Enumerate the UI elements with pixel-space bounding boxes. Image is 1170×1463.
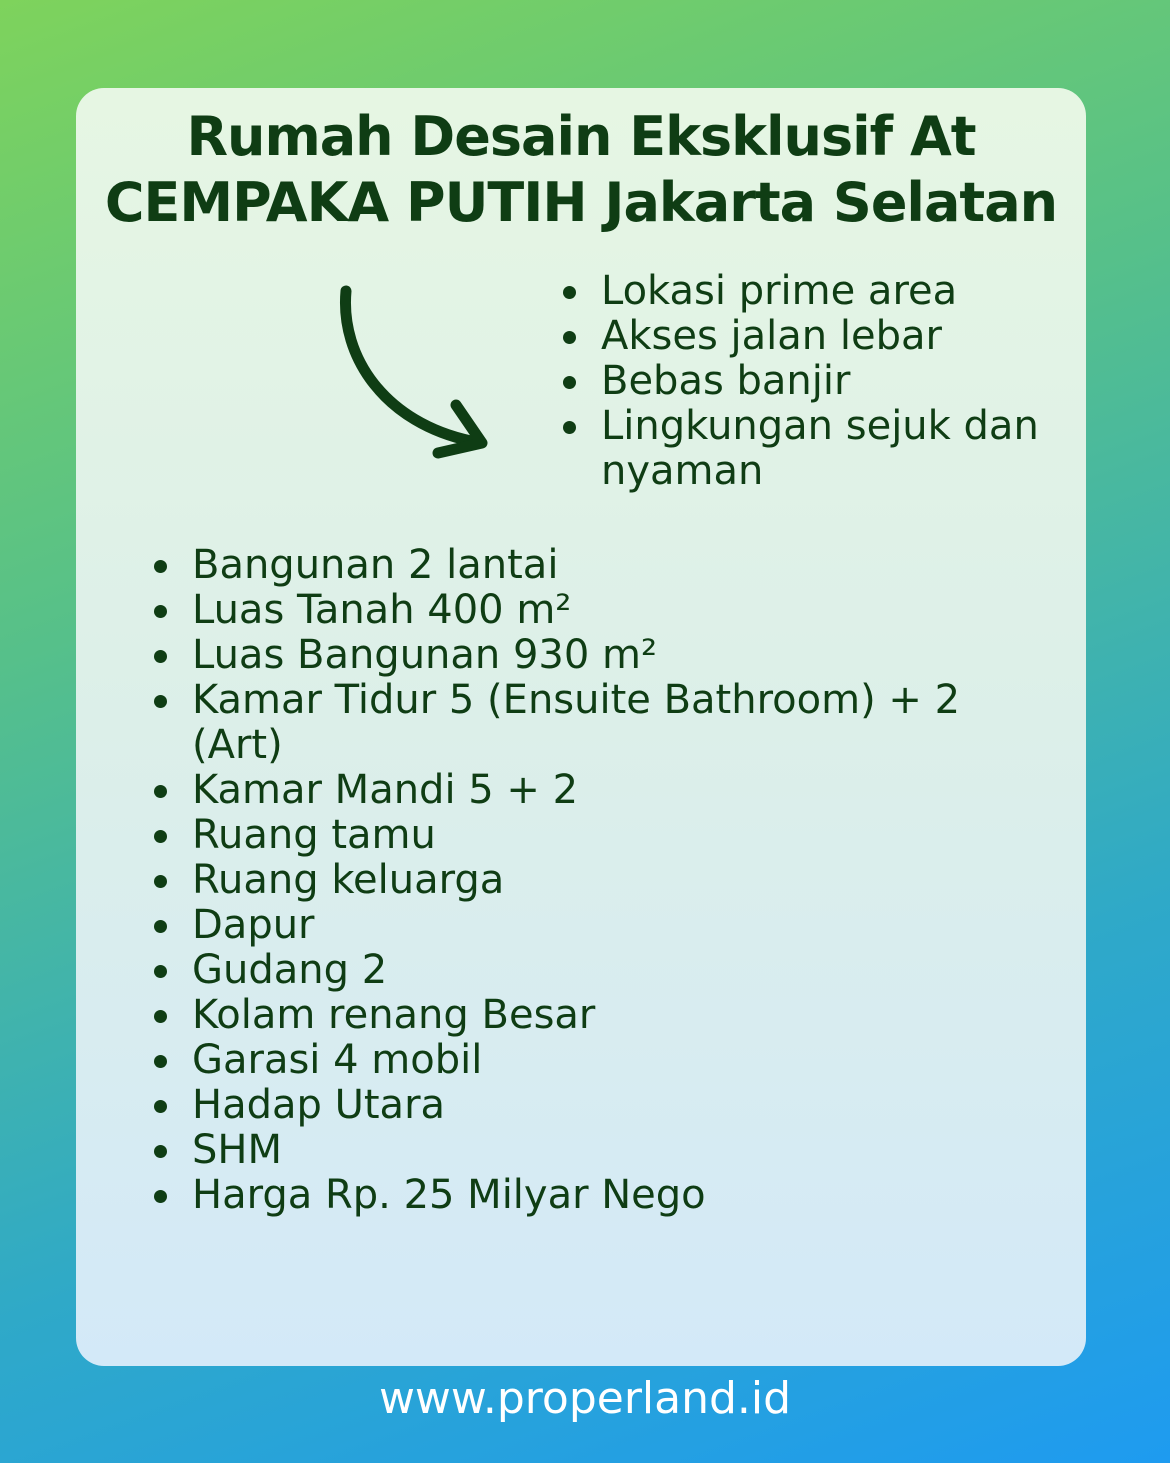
list-item: SHM: [154, 1128, 1054, 1173]
list-item: Dapur: [154, 903, 1054, 948]
list-item: Luas Tanah 400 m²: [154, 588, 1054, 633]
list-item: Ruang keluarga: [154, 858, 1054, 903]
list-item: Bebas banjir: [563, 359, 1043, 404]
list-item: Gudang 2: [154, 948, 1054, 993]
list-item: Kamar Tidur 5 (Ensuite Bathroom) + 2 (Art): [154, 678, 1054, 768]
listing-title-line-1: Rumah Desain Eksklusif At: [186, 105, 976, 168]
list-item: Akses jalan lebar: [563, 314, 1043, 359]
listing-card: [76, 88, 1086, 1366]
list-item: Harga Rp. 25 Milyar Nego: [154, 1173, 1054, 1218]
list-item: Kamar Mandi 5 + 2: [154, 768, 1054, 813]
listing-title: [76, 104, 1086, 236]
highlights-list: [563, 269, 1043, 494]
list-item: Lokasi prime area: [563, 269, 1043, 314]
specs-list: [154, 543, 1054, 1218]
list-item: Kolam renang Besar: [154, 993, 1054, 1038]
list-item: Luas Bangunan 930 m²: [154, 633, 1054, 678]
list-item: Hadap Utara: [154, 1083, 1054, 1128]
website-link[interactable]: www.properland.id: [378, 1373, 792, 1424]
list-item: Lingkungan sejuk dan nyaman: [563, 404, 1043, 494]
curved-arrow-icon: [326, 283, 496, 468]
list-item: Ruang tamu: [154, 813, 1054, 858]
list-item: Bangunan 2 lantai: [154, 543, 1054, 588]
list-item: Garasi 4 mobil: [154, 1038, 1054, 1083]
listing-title-line-2: CEMPAKA PUTIH Jakarta Selatan: [104, 171, 1058, 234]
